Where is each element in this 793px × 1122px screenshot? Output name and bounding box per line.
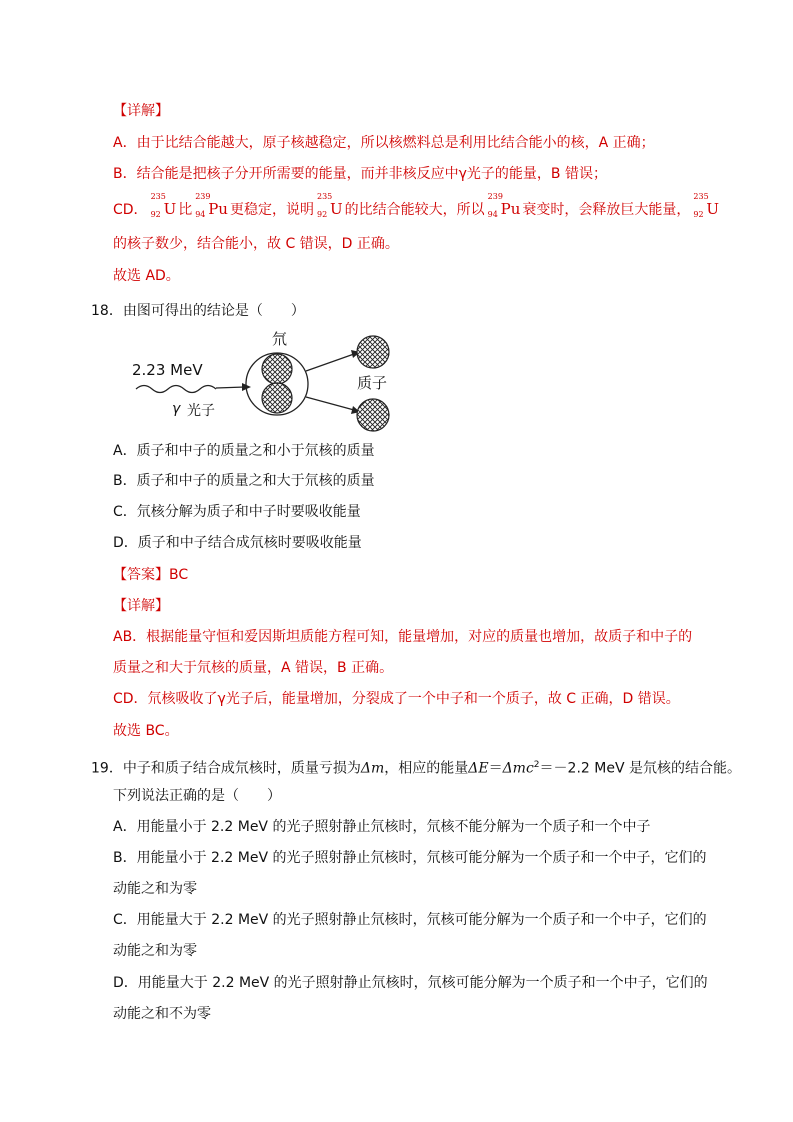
answer-label: 【答案】: [113, 567, 169, 583]
delta-e: ΔE: [468, 760, 489, 777]
nucleon-upper: [262, 354, 292, 384]
delta-m: Δm: [360, 760, 385, 777]
arrow-upper-line: [306, 354, 354, 371]
arrow-lower-line: [306, 397, 354, 410]
q18-option-b: B．质子和中子的质量之和大于氘核的质量: [113, 473, 375, 489]
nuclide-u235: 235 92 U: [150, 192, 177, 219]
q19-option-c: C．用能量大于 2.2 MeV 的光子照射静止氘核时，氘核可能分解为一个质子和一个中子，它们的: [113, 912, 707, 928]
detail-label: 【详解】: [113, 103, 169, 119]
q19-stem-line2: 下列说法正确的是（ ）: [113, 788, 281, 804]
photon-arrow-line: [216, 387, 245, 388]
wave-line: [136, 386, 216, 393]
q18-detail-1: AB．根据能量守恒和爱因斯坦质能方程可知，能量增加，对应的质量也增加，故质子和中子的: [113, 629, 693, 645]
q19-option-d: D．用能量大于 2.2 MeV 的光子照射静止氘核时，氘核可能分解为一个质子和一个中子，它们的: [113, 975, 708, 991]
detail-cd-line1: CD． 235 92 U 比 239 94 Pu 更稳定，说明 235 92 U 的比结合能较大，所以 239 94 Pu 衰变时，会释放巨大能量， 235 92 U: [113, 192, 720, 219]
nuclide-u235: 235 92 U: [316, 192, 343, 219]
q18-detail-3: CD．氘核吸收了γ光子后，能量增加，分裂成了一个中子和一个质子，故 C 正确，D 错误。: [113, 691, 680, 707]
product-lower: [357, 399, 389, 431]
detail-cd-line2: 的核子数少，结合能小，故 C 错误，D 正确。: [113, 236, 399, 252]
detail-a: A．由于比结合能越大，原子核越稳定，所以核燃料总是利用比结合能小的核，A 正确；: [113, 135, 655, 151]
detail-conclusion: 故选 AD。: [113, 268, 180, 284]
answer-value: BC: [169, 567, 189, 583]
nucleon-lower: [262, 383, 292, 413]
deuteron-label: 氘: [272, 330, 288, 348]
photon-label: 光子: [187, 403, 215, 419]
energy-label: 2.23 MeV: [132, 361, 203, 379]
q18-option-a: A．质子和中子的质量之和小于氘核的质量: [113, 443, 375, 459]
q18-option-c: C．氘核分解为质子和中子时要吸收能量: [113, 504, 361, 520]
q19-stem-line1: 19．中子和质子结合成氘核时，质量亏损为Δm，相应的能量ΔE＝Δmc$^2$＝－2.2 MeV 是氘核的结合能。: [91, 760, 741, 777]
q19-option-c-cont: 动能之和为零: [113, 943, 197, 959]
q19-option-a: A．用能量小于 2.2 MeV 的光子照射静止氘核时，氘核不能分解为一个质子和一个中子: [113, 819, 651, 835]
nuclide-u235: 235 92 U: [693, 192, 720, 219]
product-upper: [357, 336, 389, 368]
q19-option-d-cont: 动能之和不为零: [113, 1006, 211, 1022]
q18-option-d: D．质子和中子结合成氘核时要吸收能量: [113, 535, 362, 551]
q18-answer: [113, 565, 188, 585]
proton-label: 质子: [357, 374, 388, 392]
q19-option-b: B．用能量小于 2.2 MeV 的光子照射静止氘核时，氘核可能分解为一个质子和一个中子，它们的: [113, 850, 707, 866]
q18-detail-2: 质量之和大于氘核的质量，A 错误，B 正确。: [113, 660, 394, 676]
detail-cd-prefix: CD．: [113, 202, 148, 218]
delta-mc2: Δmc: [502, 760, 534, 777]
q18-detail-label: 【详解】: [113, 598, 169, 614]
q18-figure: [120, 327, 420, 437]
q19-option-b-cont: 动能之和为零: [113, 881, 197, 897]
q18-stem: 18．由图可得出的结论是（ ）: [91, 303, 305, 319]
q18-conclusion: 故选 BC。: [113, 723, 179, 739]
nuclide-pu239: 239 94 Pu: [487, 192, 521, 219]
nuclide-pu239: 239 94 Pu: [195, 192, 228, 219]
gamma-symbol: γ: [172, 401, 181, 417]
detail-b: B．结合能是把核子分开所需要的能量，而并非核反应中γ光子的能量，B 错误；: [113, 166, 607, 182]
